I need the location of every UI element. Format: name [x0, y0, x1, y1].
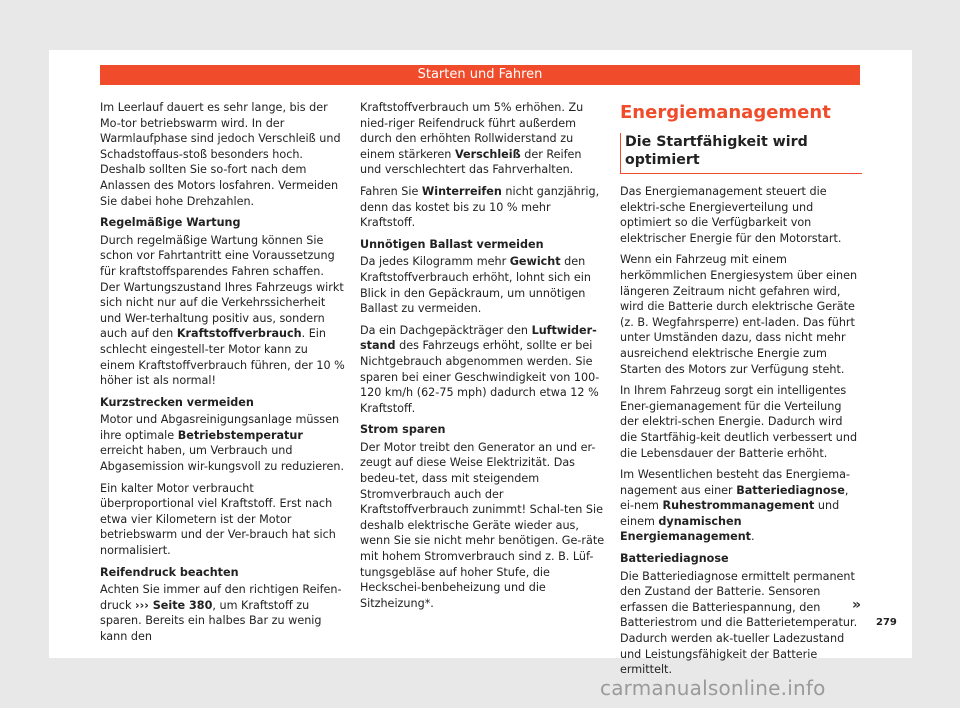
- bold-term: Luftwider-stand: [360, 323, 597, 353]
- paragraph: In Ihrem Fahrzeug sorgt ein intelligentes Ener-giemanagement für die Verteilung der elektri-schen Energie. Dadurch wird die Startfähig-keit deutlich verbessert und die Lebensdauer der Batterie erhöht.: [620, 384, 858, 460]
- heading-save-power: Strom sparen: [360, 423, 446, 437]
- paragraph: [100, 582, 345, 644]
- heading-short-trips: Kurzstrecken vermeiden: [100, 395, 254, 409]
- bold-term: Verschleiß: [454, 147, 521, 161]
- text: , ei-nem: [620, 483, 849, 513]
- text: Motor und Abgasreinigungsanlage müssen ihre optimale: [100, 413, 340, 442]
- text: den Kraftstoffverbrauch erhöht, lohnt sich ein Blick in den Gepäckraum, um unnötigen Ballast zu vermeiden.: [360, 255, 591, 316]
- paragraph: [360, 100, 605, 178]
- section-subtitle: Die Startfähigkeit wird optimiert: [620, 133, 862, 174]
- text: Im Wesentlichen besteht das Energiema-nagement aus einer: [620, 468, 851, 497]
- text: Da ein Dachgepäckträger den: [360, 323, 532, 337]
- heading-tire-pressure: Reifendruck beachten: [100, 565, 239, 579]
- paragraph: Ein kalter Motor verbraucht überproportional viel Kraftstoff. Erst nach etwa vier Kilometern ist der Motor betriebswarm und der Ver-brauch hat sich normalisiert.: [100, 481, 336, 558]
- bold-term: dynamischen Energiemanagement: [620, 514, 752, 544]
- text: Durch regelmäßige Wartung können Sie schon vor Fahrtantritt eine Voraussetzung für kraftstoffsparendes Fahren schaffen. Der Wartungszustand Ihres Fahrzeugs wirkt sich nicht nur auf die Verkehrssicherheit und Wer-terhaltung positiv aus, sondern auch auf den: [100, 233, 344, 341]
- column-middle: [360, 100, 605, 617]
- bold-term: Ruhestrommanagement: [662, 499, 815, 513]
- heading-battery-diagnosis: Batteriediagnose: [620, 552, 729, 566]
- page-reference-link[interactable]: ››› Seite 380: [134, 598, 213, 612]
- text: und einem: [620, 499, 840, 528]
- text: , um Kraftstoff zu sparen. Bereits ein halbes Bar zu wenig kann den: [100, 598, 322, 643]
- paragraph: [100, 412, 345, 474]
- watermark: carmanualsonline.info: [600, 676, 826, 700]
- page-number: 279: [876, 617, 897, 628]
- bold-term: Batteriediagnose: [736, 483, 845, 497]
- column-right: [620, 100, 862, 684]
- paragraph: Der Motor treibt den Generator an und er-zeugt auf diese Weise Elektrizität. Das bedeu-tet, dass mit steigendem Stromverbrauch auch der Kraftstoffverbrauch zunimmt! Schal-ten Sie deshalb elektrische Geräte wieder aus, wenn Sie sie nicht mehr benötigen. Ge-räte mit hohem Stromverbrauch sind z. B. Lüf-tungsgebläse auf hoher Stufe, die Heckschei-benbeheizung und die Sitzheizung*.: [360, 440, 605, 610]
- paragraph: [360, 323, 605, 417]
- section-title: Energiemanagement: [620, 102, 831, 123]
- paragraph: [360, 184, 605, 231]
- text: Kraftstoffverbrauch um 5% erhöhen. Zu nied-riger Reifendruck führt außerdem durch den erhöhten Rollwiderstand zu einem stärkeren: [360, 101, 584, 161]
- paragraph: Im Leerlauf dauert es sehr lange, bis der Mo-tor betriebswarm wird. In der Warmlaufphase sind jedoch Verschleiß und Schadstoffaus-stoß besonders hoch. Deshalb sollten Sie so-fort nach dem Anlassen des Motors losfahren. Vermeiden Sie dabei hohe Drehzahlen.: [100, 101, 341, 208]
- text: nicht ganzjährig, denn das kostet bis zu 10 % mehr Kraftstoff.: [360, 184, 600, 230]
- continue-marker: »: [852, 597, 862, 613]
- paragraph: Wenn ein Fahrzeug mit einem herkömmlichen Energiesystem über einen längeren Zeitraum nicht gefahren wird, wird die Batterie durch elektrische Geräte (z. B. Wegfahrsperre) ent-laden. Das führt unter Umständen dazu, dass nicht mehr ausreichend elektrische Energie zum Starten des Motors zur Verfügung steht.: [620, 253, 858, 376]
- bold-term: Winterreifen: [421, 184, 502, 198]
- text: der Reifen und verschlechtert das Fahrverhalten.: [360, 147, 582, 177]
- heading-regular-maintenance: Regelmäßige Wartung: [100, 216, 241, 230]
- paragraph: [360, 254, 605, 316]
- text: . Ein schlecht eingestell-ter Motor kann zu einem Kraftstoffverbrauch führen, der 10 % höher ist als normal!: [100, 327, 345, 388]
- text: Achten Sie immer auf den richtigen Reifen-druck: [100, 583, 342, 612]
- text: erreicht haben, um Verbrauch und Abgasemission wir-kungsvoll zu reduzieren.: [100, 444, 345, 474]
- text: Da jedes Kilogramm mehr: [360, 255, 510, 269]
- text: .: [751, 530, 755, 544]
- paragraph: [620, 467, 862, 545]
- text: Fahren Sie: [360, 184, 422, 198]
- column-left: [100, 100, 345, 651]
- bold-term: Gewicht: [509, 255, 561, 269]
- section-header: Starten und Fahren: [100, 65, 860, 85]
- bold-term: Kraftstoffverbrauch: [176, 327, 302, 341]
- bold-term: Betriebstemperatur: [177, 428, 303, 442]
- heading-avoid-ballast: Unnötigen Ballast vermeiden: [360, 237, 544, 251]
- paragraph: Die Batteriediagnose ermittelt permanent den Zustand der Batterie. Sensoren erfassen die Batteriespannung, den Batteriestrom und die Batterietemperatur. Dadurch werden ak-tueller Ladezustand und Leistungsfähigkeit der Batterie ermittelt.: [620, 569, 858, 677]
- paragraph: Das Energiemanagement steuert die elektri-sche Energieverteilung und optimiert so die Verfügbarkeit von elektrischer Energie für den Motorstart.: [620, 185, 842, 245]
- paragraph: [100, 233, 345, 389]
- text: des Fahrzeugs erhöht, sollte er bei Nichtgebrauch abgenommen werden. Sie sparen bei einer Geschwindigkeit von 100-120 km/h (62-75 mph) dadurch etwa 12 % Kraftstoff.: [360, 339, 600, 415]
